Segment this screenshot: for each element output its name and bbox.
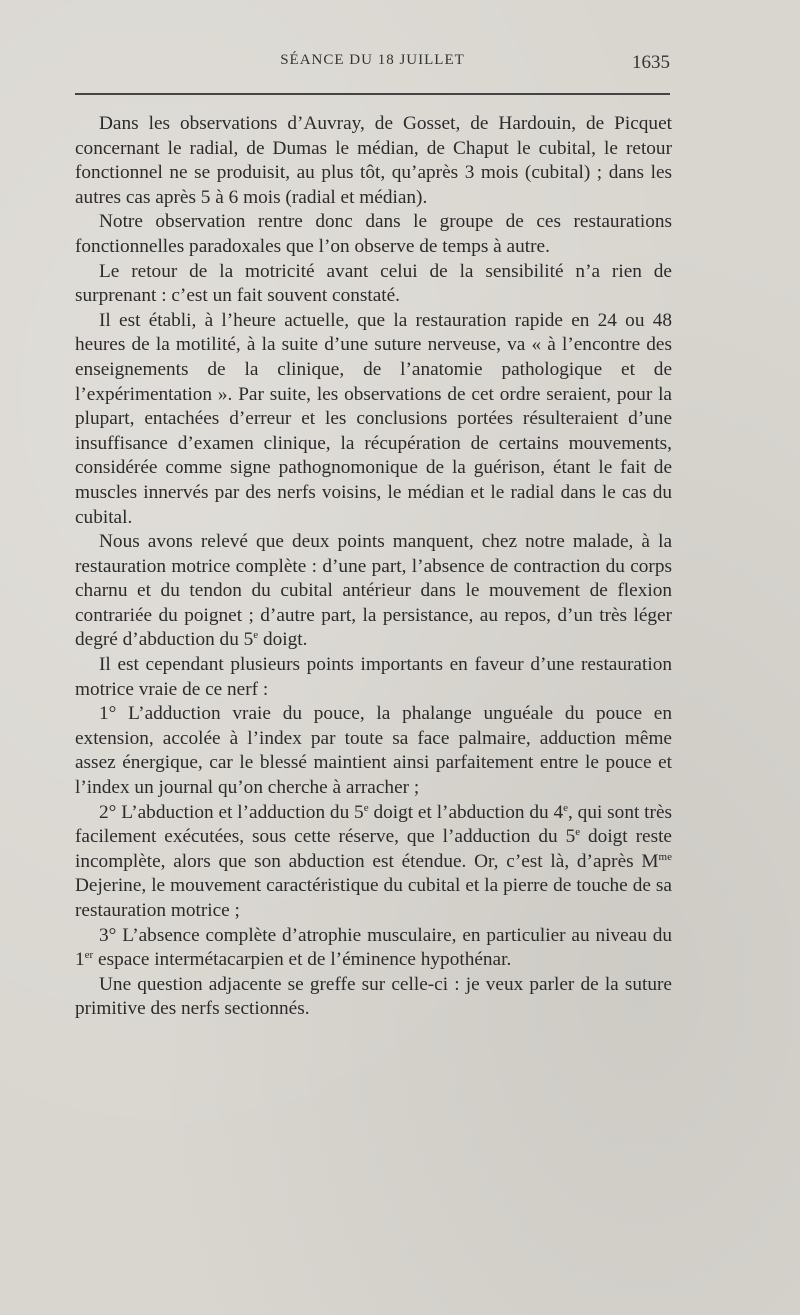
paragraph: 1° L’adduction vraie du pouce, la phalange unguéale du pouce en extension, accolée à l’index par toute sa face palmaire, adduction même assez énergique, car le blessé maintient ainsi parfaitement entre le pouce et l’index un journal qu’on cherche à arracher ; [75,703,672,799]
paragraph: Dans les observations d’Auvray, de Gosset, de Hardouin, de Picquet concernant le radial, de Dumas le médian, de Chaput le cubital, le retour fonctionnel ne se produisit, au plus tôt, qu’après 3 mois (cubital) ; dans les autres cas après 5 à 6 mois (radial et médian). [75,113,672,208]
paragraph: Il est établi, à l’heure actuelle, que la restauration rapide en 24 ou 48 heures de la motilité, à la suite d’une suture nerveuse, va « à l’encontre des enseignements de la clinique, de l’anatomie pathologique et de l’expérimentation ». Par suite, les observations de cet ordre seraient, pour la plupart, entachées d’erreur et les conclusions portées résulteraient d’une insuffisance d’examen clinique, la récupération de certains mouvements, considérée comme signe pathognomonique de la guérison, étant le fait de muscles innervés par des nerfs voisins, le médian et le radial dans le cas du cubital. [75,309,672,528]
paragraph: Il est cependant plusieurs points importants en faveur d’une restauration motrice vraie de ce nerf : [75,654,672,700]
text-segment: doigt. [258,629,308,651]
superscript: e [563,801,569,814]
running-head [75,52,670,80]
text-segment: doigt et l’abduction du 4 [368,801,564,823]
text-segment: 2° L’abduction et l’adduction du 5 [99,801,364,823]
superscript: me [658,850,672,863]
page-number: 1635 [632,52,670,73]
running-title: SÉANCE DU 18 JUILLET [280,52,465,68]
superscript: e [253,629,259,642]
text-segment: doigt reste incomplète, alors que son abduction est étendue. Or, c’est là, d’après M [75,826,672,872]
text-segment: 3° L’absence complète d’atrophie musculaire, en particulier au niveau du 1 [75,924,672,971]
paragraph: Le retour de la motricité avant celui de la sensibilité n’a rien de surprenant : c’est un fait souvent constaté. [75,260,672,307]
paragraph [75,530,672,653]
paragraph [75,801,672,924]
text-segment: , qui sont très facilement exécutées, sous cette réserve, que l’adduction du 5 [75,801,672,848]
superscript: e [575,826,581,839]
paragraph: Notre observation rentre donc dans le groupe de ces restaurations fonctionnelles paradoxales que l’on observe de temps à autre. [75,211,672,257]
superscript: e [363,801,369,814]
text-segment: Nous avons relevé que deux points manquent, chez notre malade, à la restauration motrice complète : d’une part, l’absence de contraction du corps charnu et du tendon du cubital antérieur dans le mouvement de flexion contrariée du poignet ; d’autre part, la persistance, au repos, d’un très léger degré d’abduction du 5 [75,531,672,651]
text-segment: espace intermétacarpien et de l’éminence hypothénar. [93,949,512,971]
header-rule [75,93,670,95]
paragraph [75,924,672,973]
superscript: er [84,949,94,962]
paragraph: Une question adjacente se greffe sur celle-ci : je veux parler de la suture primitive des nerfs sectionnés. [75,973,672,1020]
text-segment: Dejerine, le mouvement caractéristique du cubital et la pierre de touche de sa restauration motrice ; [75,875,672,921]
body-text [75,112,672,1022]
